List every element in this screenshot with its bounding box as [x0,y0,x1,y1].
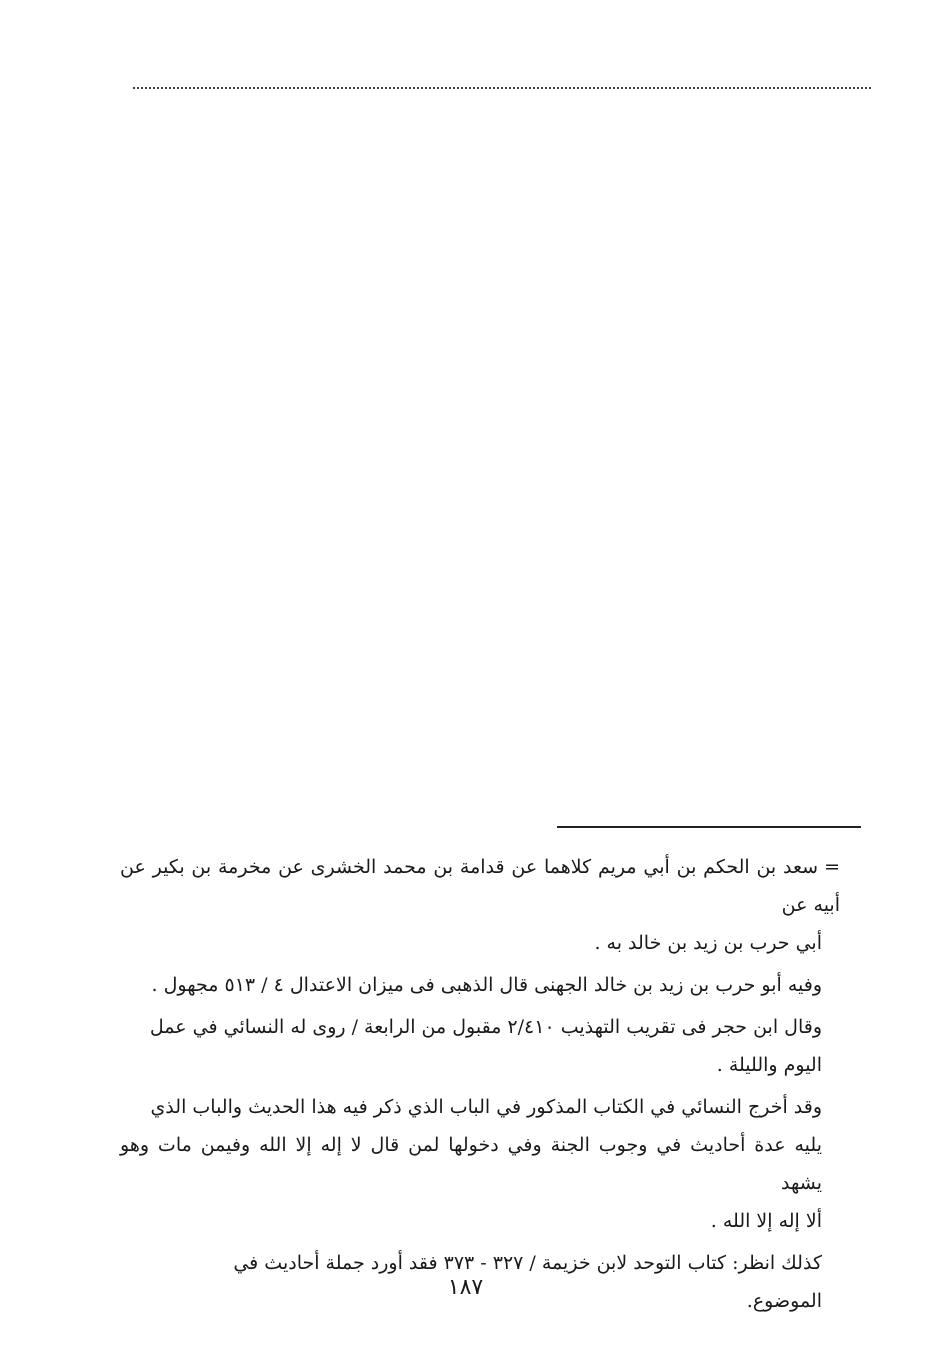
continuation-mark: = [824,856,840,878]
footnote-line [120,848,840,924]
footnote-paragraph-4 [120,1088,870,1240]
footnote-line: وقد أخرج النسائي في الكتاب المذكور في الباب الذي ذكر فيه هذا الحديث والباب الذي [150,1096,822,1118]
footnote-line: وقال ابن حجر فى تقريب التهذيب ٢/٤١٠ مقبول من الرابعة / روى له النسائي في عمل [149,1016,822,1038]
footnote-paragraph-3 [120,1008,870,1084]
footnote-paragraph-1 [120,848,870,962]
footnote-separator [557,826,861,828]
footnote-line: الموضوع. [746,1290,822,1312]
footnote-line: كذلك انظر: كتاب التوحد لابن خزيمة / ٣٢٧ - ٣٧٣ فقد أورد جملة أحاديث في [233,1252,822,1274]
header-dotted-rule [133,87,871,89]
footnote-line: يليه عدة أحاديث في وجوب الجنة وفي دخولها لمن قال لا إله إلا الله وفيمن مات وهو يشهد [120,1134,822,1194]
page-number: ١٨٧ [447,1275,484,1300]
footnotes-section [120,848,870,1324]
footnote-text: سعد بن الحكم بن أبي مريم كلاهما عن قدامة بن محمد الخشرى عن مخرمة بن بكير عن أبيه عن [120,856,840,916]
footnote-line: أبي حرب بن زيد بن خالد به . [594,932,822,954]
footnote-line: ألا إله إلا الله . [710,1210,822,1232]
footnote-line: اليوم والليلة . [716,1054,822,1076]
footnote-line: وفيه أبو حرب بن زيد بن خالد الجهنى قال الذهبى فى ميزان الاعتدال ٤ / ٥١٣ مجهول . [151,974,822,996]
footnote-paragraph-2 [120,966,870,1004]
